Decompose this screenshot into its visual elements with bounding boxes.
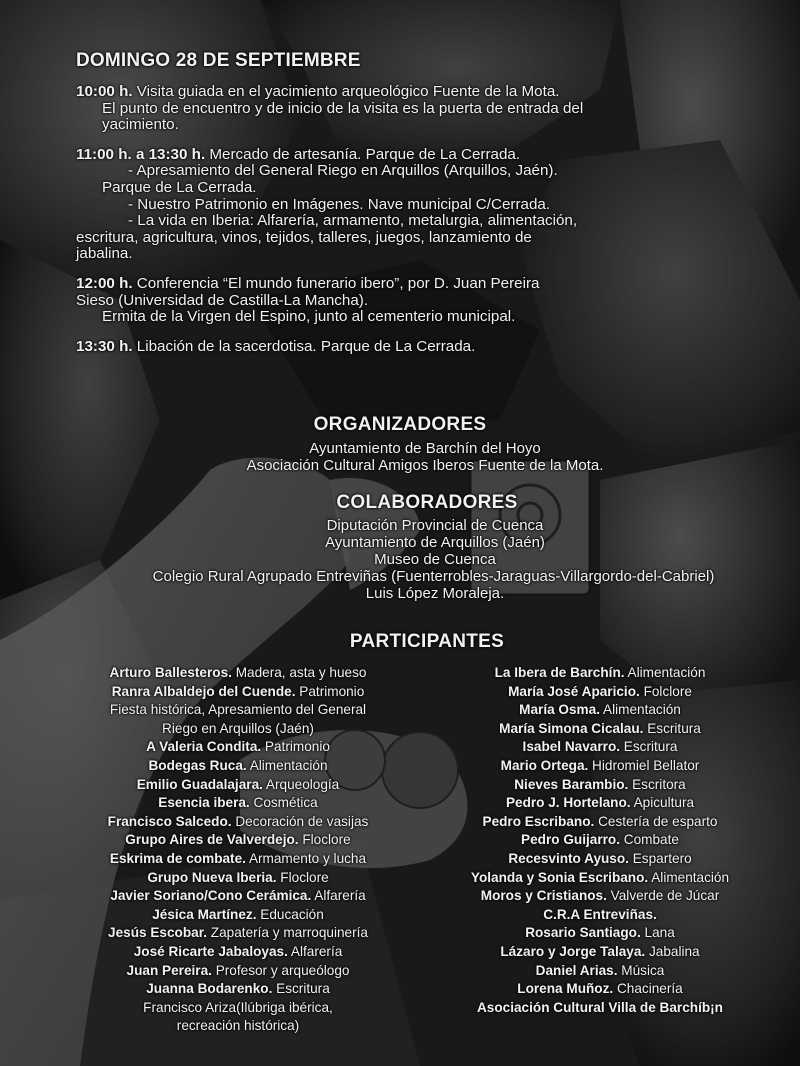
participant-name: Recesvinto Ayuso. [508, 850, 629, 866]
event-text: El punto de encuentro y de inicio de la visita es la puerta de entrada del [102, 99, 584, 117]
participant-name: Lázaro y Jorge Talaya. [500, 943, 646, 959]
participant-name: Isabel Navarro. [522, 739, 621, 755]
event-text: yacimiento. [102, 116, 179, 134]
participant-activity: Alfarería [311, 888, 366, 904]
event-text: Visita guiada en el yacimiento arqueológico Fuente de la Mota. [132, 83, 560, 100]
participant-item [60, 962, 416, 981]
program-line [76, 163, 716, 180]
participant-activity: Apicultura [630, 795, 695, 811]
participant-activity: Floclore [298, 832, 351, 848]
participant-activity: Escritora [628, 776, 686, 792]
participant-name: Moros y Cristianos. [480, 888, 607, 904]
participant-activity: Patrimonio [295, 683, 365, 699]
participant-activity: Francisco Ariza(Ilúbriga ibérica, [143, 999, 333, 1015]
participant-item [60, 664, 416, 683]
participant-name: María Osma. [519, 702, 600, 718]
participant-activity: Lana [640, 925, 675, 941]
participant-item [60, 757, 416, 776]
participant-item [440, 738, 760, 757]
colaboradores-list [0, 517, 800, 602]
participant-item [440, 869, 760, 888]
event-time: 11:00 h. a 13:30 h. [76, 145, 206, 163]
event-text: Sieso (Universidad de Castilla-La Mancha). [76, 291, 369, 309]
colaborador-item: Ayuntamiento de Arquillos (Jaén) [325, 534, 545, 551]
participant-name: Juanna Bodarenko. [146, 981, 273, 997]
participant-item [60, 776, 416, 795]
participant-name: Rosario Santiago. [525, 925, 641, 941]
participant-name: Francisco Salcedo. [107, 813, 232, 829]
participant-activity: Música [617, 962, 665, 978]
participant-item [60, 906, 416, 925]
participant-activity: Alimentación [246, 757, 328, 773]
day-title: DOMINGO 28 DE SEPTIEMBRE [76, 50, 361, 71]
colaborador-item: Luis López Moraleja. [365, 585, 505, 602]
participant-item [60, 887, 416, 906]
participant-activity: Educación [256, 906, 324, 922]
participant-name: Emilio Guadalajara. [136, 776, 263, 792]
participant-activity: Patrimonio [261, 739, 330, 755]
participant-name: Arturo Ballesteros. [109, 665, 232, 680]
participant-item [440, 683, 760, 702]
program-line [76, 293, 716, 310]
colaborador-item: Diputación Provincial de Cuenca [326, 517, 544, 534]
participant-activity: Alimentación [648, 869, 730, 885]
program-line [76, 246, 716, 263]
participant-item [60, 999, 416, 1018]
participant-activity: Folclore [639, 683, 692, 699]
participant-name: Mario Ortega. [500, 757, 589, 773]
participant-item [60, 813, 416, 832]
event-text: Parque de La Cerrada. [102, 178, 257, 196]
participant-name: Grupo Nueva Iberia. [147, 869, 277, 885]
participant-name: José Ricarte Jabaloyas. [133, 943, 288, 959]
participant-activity: Floclore [276, 869, 329, 885]
organizadores-list [0, 440, 800, 474]
participant-item [60, 980, 416, 999]
participant-item [440, 720, 760, 739]
participant-item [60, 850, 416, 869]
event-text: escritura, agricultura, vinos, tejidos, talleres, juegos, lanzamiento de [76, 228, 532, 246]
participant-item [440, 757, 760, 776]
program-event [76, 276, 716, 326]
event-text: - Apresamiento del General Riego en Arquillos (Arquillos, Jaén). [128, 162, 558, 180]
participant-item [440, 943, 760, 962]
event-text: - Nuestro Patrimonio en Imágenes. Nave municipal C/Cerrada. [128, 195, 551, 213]
event-text: Libación de la sacerdotisa. Parque de La Cerrada. [132, 337, 476, 355]
participant-item [440, 664, 760, 683]
participant-name: Asociación Cultural Villa de Barchíb¡n [476, 999, 723, 1015]
participant-item [440, 831, 760, 850]
participant-name: María José Aparicio. [508, 683, 640, 699]
participant-item [440, 924, 760, 943]
organizadores-title: ORGANIZADORES [313, 414, 487, 435]
participant-item [60, 683, 416, 702]
participant-item [60, 831, 416, 850]
participant-item [440, 962, 760, 981]
participant-name: Ranra Albaldejo del Cuende. [111, 683, 296, 699]
participant-activity: Decoración de vasijas [231, 813, 369, 829]
participant-activity: Alfarería [287, 943, 343, 959]
participant-item [440, 813, 760, 832]
participant-item [440, 776, 760, 795]
participant-activity: Alimentación [600, 702, 681, 718]
participantes-right-column [440, 664, 760, 1017]
participant-item [60, 738, 416, 757]
participant-activity: Escritura [272, 981, 330, 997]
participant-activity: Zapatería y marroquinería [207, 925, 368, 941]
event-text: - La vida en Iberia: Alfarería, armamento, metalurgia, alimentación, [128, 212, 578, 230]
participantes-title: PARTICIPANTES [349, 631, 505, 652]
participant-name: La Ibera de Barchín. [494, 665, 625, 680]
participant-name: Esencia ibera. [158, 795, 250, 811]
program-line [76, 309, 716, 326]
participant-activity: Escritura [620, 739, 678, 755]
participant-name: Pedro Guijarro. [521, 832, 620, 848]
event-text: Conferencia “El mundo funerario ibero”, por D. Juan Pereira [132, 274, 540, 292]
program-line [76, 101, 716, 118]
participant-name: Pedro Escribano. [482, 813, 595, 829]
participant-item [60, 701, 416, 720]
participant-name: Daniel Arias. [535, 962, 618, 978]
participant-item [440, 980, 760, 999]
participant-activity: Alimentación [624, 665, 706, 680]
program-line [76, 213, 716, 230]
participant-item [60, 924, 416, 943]
participant-item [60, 794, 416, 813]
participant-item [60, 943, 416, 962]
participant-activity: Cosmética [249, 795, 318, 811]
participant-name: María Simona Cicalau. [499, 720, 644, 736]
event-text: Ermita de la Virgen del Espino, junto al cementerio municipal. [102, 308, 516, 326]
event-time: 13:30 h. [76, 337, 133, 355]
program-list [76, 84, 716, 368]
participant-name: A Valeria Condita. [146, 739, 262, 755]
participant-name: Juan Pereira. [126, 962, 212, 978]
participant-activity: Armamento y lucha [245, 850, 367, 866]
participant-activity: Valverde de Júcar [606, 888, 720, 904]
participant-activity: Chacinería [613, 981, 683, 997]
participant-item [440, 701, 760, 720]
program-line [76, 84, 716, 101]
event-time: 12:00 h. [76, 274, 133, 292]
participant-activity: Riego en Arquillos (Jaén) [162, 720, 314, 736]
organizador-item: Ayuntamiento de Barchín del Hoyo [309, 440, 541, 457]
program-line [76, 117, 716, 134]
event-time: 10:00 h. [76, 83, 133, 100]
colaborador-item: Colegio Rural Agrupado Entreviñas (Fuenterrobles-Jaraguas-Villargordo-del-Cabriel) [152, 568, 715, 585]
participantes-left-column [60, 664, 416, 1036]
participant-activity: recreación histórica) [176, 1018, 300, 1034]
participant-name: Javier Soriano/Cono Cerámica. [110, 888, 312, 904]
program-line [76, 276, 716, 293]
participant-item [60, 720, 416, 739]
event-text: Mercado de artesanía. Parque de La Cerrada. [205, 145, 521, 163]
participant-activity: Madera, asta y hueso [231, 665, 367, 680]
participant-activity: Escritura [643, 720, 701, 736]
participant-item [60, 1017, 416, 1036]
participant-activity: Profesor y arqueólogo [211, 962, 350, 978]
participant-name: Eskrima de combate. [109, 850, 246, 866]
participant-activity: Cestería de esparto [594, 813, 718, 829]
participant-activity: Combate [620, 832, 679, 848]
participant-item [440, 794, 760, 813]
participant-name: Grupo Aires de Valverdejo. [125, 832, 299, 848]
program-event [76, 147, 716, 263]
participant-item [60, 869, 416, 888]
participant-item [440, 999, 760, 1018]
program-event [76, 339, 716, 356]
participant-name: C.R.A Entreviñas. [543, 906, 657, 922]
program-line [76, 197, 716, 214]
participant-activity: Espartero [628, 850, 692, 866]
program-line [76, 339, 716, 356]
participant-name: Pedro J. Hortelano. [505, 795, 631, 811]
participant-name: Yolanda y Sonia Escribano. [470, 869, 649, 885]
participant-item [440, 887, 760, 906]
event-text: jabalina. [76, 245, 133, 263]
participant-name: Bodegas Ruca. [148, 757, 247, 773]
participant-item [440, 906, 760, 925]
program-event [76, 84, 716, 134]
participant-name: Nieves Barambio. [514, 776, 629, 792]
participant-activity: Arqueología [262, 776, 340, 792]
participant-name: Lorena Muñoz. [517, 981, 614, 997]
colaboradores-title: COLABORADORES [336, 492, 518, 513]
colaborador-item: Museo de Cuenca [374, 551, 496, 568]
participant-name: Jesús Escobar. [108, 925, 208, 941]
participant-activity: Jabalina [645, 943, 700, 959]
program-line [76, 147, 716, 164]
participant-item [440, 850, 760, 869]
program-line [76, 180, 716, 197]
program-line [76, 230, 716, 247]
participant-activity: Fiesta histórica, Apresamiento del General [109, 702, 367, 718]
organizador-item: Asociación Cultural Amigos Iberos Fuente de la Mota. [246, 457, 604, 474]
participant-activity: Hidromiel Bellator [588, 757, 700, 773]
participant-name: Jésica Martínez. [152, 906, 257, 922]
